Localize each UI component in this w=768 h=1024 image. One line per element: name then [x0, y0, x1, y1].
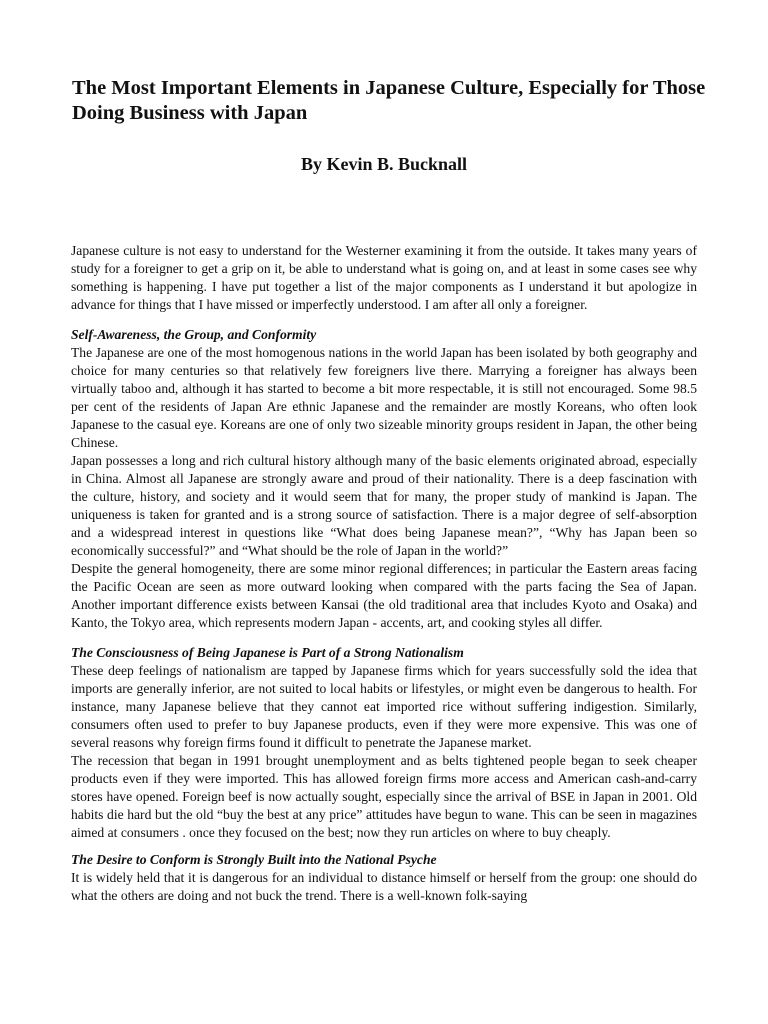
- intro-paragraph: Japanese culture is not easy to understand for the Westerner examining it from the outside. It takes many years of study for a foreigner to get a grip on it, be able to understand what is going on, and at least in some cases see why something is happening. I have put together a list of the major components as I understand it but apologize in advance for things that I have missed or imperfectly understood. I am after all only a foreigner.: [71, 243, 697, 312]
- body-paragraph: These deep feelings of nationalism are tapped by Japanese firms which for years successfully sold the idea that imports are generally inferior, are not suited to local habits or lifestyles, or might even be dangerous to health. For instance, many Japanese believe that they cannot eat imported rice without suffering indigestion. Similarly, consumers often used to prefer to buy Japanese products, even if they were more expensive. This was one of several reasons why foreign firms found it difficult to penetrate the Japanese market.: [71, 663, 697, 750]
- body-paragraph: Japan possesses a long and rich cultural history although many of the basic elements originated abroad, especially in China. Almost all Japanese are strongly aware and proud of their nationality. There is a deep fascination with the culture, history, and society and it would seem that for many, the proper study of mankind is Japan. The uniqueness is taken for granted and is a strong source of satisfaction. There is a major degree of self-absorption and a widespread interest in questions like “What does being Japanese mean?”, “Why has Japan been so economically successful?” and “What should be the role of Japan in the world?”: [71, 453, 697, 558]
- author-byline: By Kevin B. Bucknall: [300, 154, 468, 174]
- section-heading: The Consciousness of Being Japanese is Part of a Strong Nationalism: [71, 645, 464, 660]
- section-heading: Self-Awareness, the Group, and Conformity: [71, 327, 317, 342]
- document-body: [71, 242, 697, 905]
- body-paragraph: The recession that began in 1991 brought unemployment and as belts tightened people began to seek cheaper products even if they were imported. This has allowed foreign firms more access and American cash-and-carry stores have opened. Foreign beef is now actually sought, especially since the arrival of BSE in Japan in 2001. Old habits die hard but the old “buy the best at any price” attitudes have begun to wane. This can be seen in magazines aimed at consumers . once they focused on the best; now they run articles on where to buy cheaply.: [71, 753, 697, 840]
- body-paragraph: Despite the general homogeneity, there are some minor regional differences; in particular the Eastern areas facing the Pacific Ocean are seen as more outward looking when compared with the parts facing the Sea of Japan. Another important difference exists between Kansai (the old traditional area that includes Kyoto and Osaka) and Kanto, the Tokyo area, which represents modern Japan - accents, art, and cooking styles all differ.: [71, 561, 697, 630]
- body-paragraph: It is widely held that it is dangerous for an individual to distance himself or herself from the group: one should do what the others are doing and not buck the trend. There is a well-known folk-saying: [71, 870, 697, 903]
- document-title: The Most Important Elements in Japanese Culture, Especially for Those Doing Business with Japan: [72, 77, 706, 124]
- section-heading: The Desire to Conform is Strongly Built into the National Psyche: [71, 852, 437, 867]
- body-paragraph: The Japanese are one of the most homogenous nations in the world Japan has been isolated by both geography and choice for many centuries so that relatively few foreigners live there. Marrying a foreigner has always been virtually taboo and, although it has started to become a bit more respectable, it is still not encouraged. Some 98.5 per cent of the residents of Japan Are ethnic Japanese and the remainder are mostly Koreans, who often look Japanese to the casual eye. Koreans are one of only two sizeable minority groups resident in Japan, the other being Chinese.: [71, 345, 697, 450]
